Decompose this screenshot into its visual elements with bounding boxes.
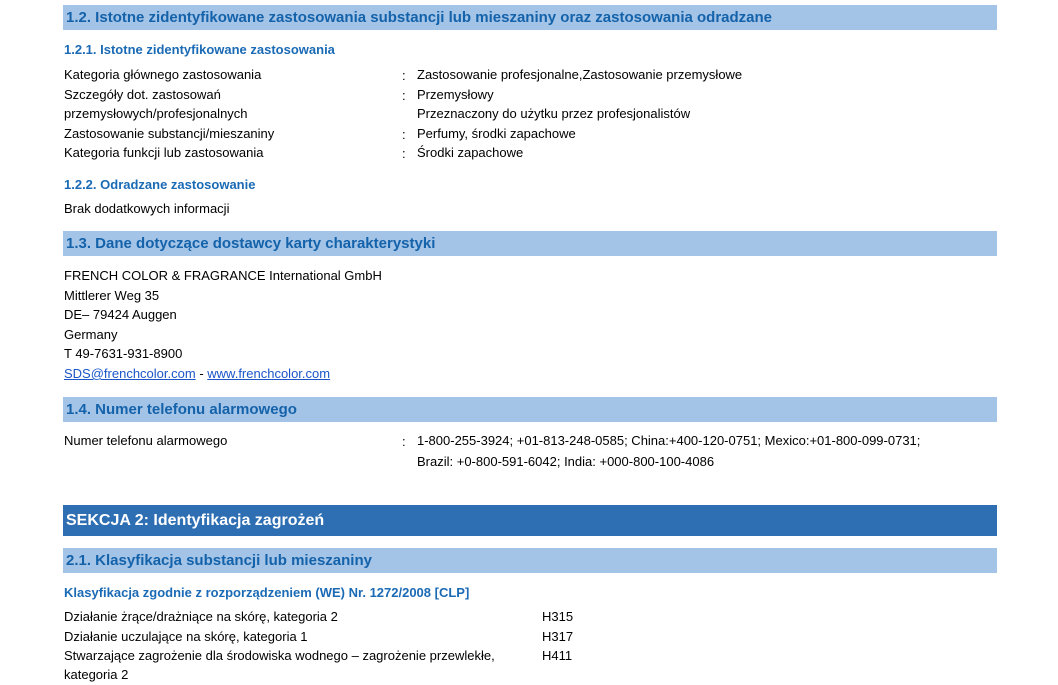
supplier-country: Germany [64, 327, 118, 342]
hazard-row-code: H315 [542, 609, 574, 624]
supplier-contact-line [64, 364, 330, 384]
supplier-city: DE– 79424 Auggen [64, 307, 177, 322]
hazard-row-label-line2: kategoria 2 [64, 667, 129, 682]
supplier-street: Mittlerer Weg 35 [64, 288, 160, 303]
emergency-phone-numbers: 1-800-255-3924; +01-813-248-0585; China:+400-120-0751; Mexico:+01-800-099-0731; [417, 433, 921, 448]
colon: : [402, 146, 406, 161]
hazard-row-label: Działanie uczulające na skórę, kategoria 1 [64, 629, 308, 644]
row-value-use-details-line2: Przeznaczony do użytku przez profesjonalistów [417, 106, 691, 121]
row-value-function-category: Środki zapachowe [417, 145, 524, 160]
row-label-function-category: Kategoria funkcji lub zastosowania [64, 145, 264, 160]
row-label-substance-use: Zastosowanie substancji/mieszaniny [64, 126, 275, 141]
colon: : [402, 68, 406, 83]
no-additional-info: Brak dodatkowych informacji [64, 201, 230, 216]
supplier-email-link[interactable]: SDS@frenchcolor.com [64, 366, 196, 381]
hazard-row-code: H411 [542, 648, 573, 663]
row-label-main-category: Kategoria głównego zastosowania [64, 67, 262, 82]
clp-classification-title: Klasyfikacja zgodnie z rozporządzeniem (WE) Nr. 1272/2008 [CLP] [64, 585, 470, 600]
hazard-row-code: H317 [542, 629, 574, 644]
section-2-header: SEKCJA 2: Identyfikacja zagrożeń [63, 505, 997, 536]
section-2-1-header: 2.1. Klasyfikacja substancji lub mieszaniny [63, 548, 997, 573]
section-1-2-header: 1.2. Istotne zidentyfikowane zastosowania substancji lub mieszaniny oraz zastosowania odradzane [63, 5, 997, 30]
row-value-main-category: Zastosowanie profesjonalne,Zastosowanie przemysłowe [417, 67, 743, 82]
row-label-use-details-line2: przemysłowych/profesjonalnych [64, 106, 248, 121]
row-value-use-details: Przemysłowy [417, 87, 494, 102]
hazard-row-label: Działanie żrące/drażniące na skórę, kategoria 2 [64, 609, 338, 624]
colon: : [402, 434, 406, 449]
row-value-substance-use: Perfumy, środki zapachowe [417, 126, 576, 141]
supplier-company: FRENCH COLOR & FRAGRANCE International GmbH [64, 268, 382, 283]
subsection-1-2-2-title: 1.2.2. Odradzane zastosowanie [64, 177, 256, 192]
section-1-3-header: 1.3. Dane dotyczące dostawcy karty charakterystyki [63, 231, 997, 256]
supplier-phone: T 49-7631-931-8900 [64, 346, 183, 361]
link-separator: - [195, 366, 208, 381]
subsection-1-2-1-title: 1.2.1. Istotne zidentyfikowane zastosowania [64, 42, 335, 57]
supplier-website-link[interactable]: www.frenchcolor.com [207, 366, 331, 381]
emergency-phone-label: Numer telefonu alarmowego [64, 433, 228, 448]
hazard-row-label: Stwarzające zagrożenie dla środowiska wodnego – zagrożenie przewlekłe, [64, 648, 495, 663]
row-label-use-details: Szczegóły dot. zastosowań [64, 87, 221, 102]
emergency-phone-numbers-line2: Brazil: +0-800-591-6042; India: +000-800-100-4086 [417, 454, 715, 469]
colon: : [402, 127, 406, 142]
section-1-4-header: 1.4. Numer telefonu alarmowego [63, 397, 997, 422]
colon: : [402, 88, 406, 103]
